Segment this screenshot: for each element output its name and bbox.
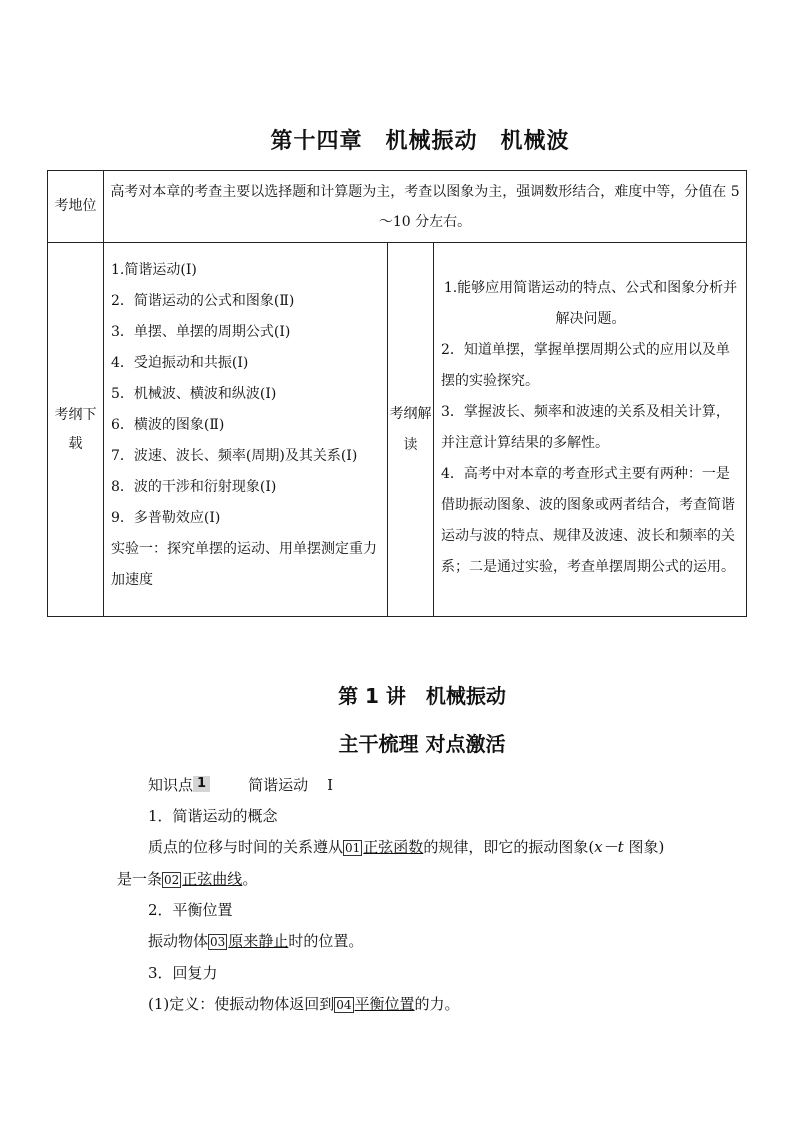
interpretation-item: 4．高考中对本章的考查形式主要有两种：一是借助振动图象、波的图象或两者结合，考查简谐运动与波的特点、规律及波速、波长和频率的关系；二是通过实验，考查单摆周期公式的运用。 bbox=[441, 465, 735, 575]
blank-number: 02 bbox=[164, 873, 180, 887]
syllabus-list bbox=[104, 243, 388, 617]
answer-blank: 原来静止 bbox=[228, 932, 289, 950]
lecture-title: 第 1 讲 机械振动 bbox=[338, 684, 506, 708]
overview-table bbox=[47, 170, 747, 617]
equilibrium-heading: 2．平衡位置 bbox=[148, 901, 233, 919]
knowledge-point-prefix: 知识点 bbox=[148, 776, 194, 794]
concept-text: 图象) bbox=[623, 838, 665, 856]
knowledge-point-level: Ⅰ bbox=[327, 776, 334, 794]
chapter-title: 第十四章 机械振动 机械波 bbox=[270, 129, 570, 154]
blank-number: 03 bbox=[210, 935, 226, 949]
equilibrium-text-part: 时的位置。 bbox=[288, 932, 364, 950]
syllabus-item: 5．机械波、横波和纵波(Ⅰ) bbox=[111, 386, 277, 402]
exam-position-label: 考地位 bbox=[48, 171, 104, 243]
syllabus-item: 4．受迫振动和共振(Ⅰ) bbox=[111, 355, 249, 371]
restoring-text bbox=[148, 993, 460, 1014]
concept-heading: 1．简谐运动的概念 bbox=[148, 807, 278, 825]
concept-text: 质点的位移与时间的关系遵从 bbox=[148, 838, 344, 856]
restoring-heading: 3．回复力 bbox=[148, 964, 218, 982]
section-title: 主干梳理 对点激活 bbox=[338, 732, 506, 756]
interpretation-item: 1.能够应用简谐运动的特点、公式和图象分析并解决问题。 bbox=[443, 279, 738, 327]
answer-blank: 正弦函数 bbox=[363, 838, 424, 856]
syllabus-item: 7．波速、波长、频率(周期)及其关系(Ⅰ) bbox=[111, 448, 358, 464]
exam-position-text: 高考对本章的考查主要以选择题和计算题为主，考查以图象为主，强调数形结合，难度中等，分值在 5～10 分左右。 bbox=[104, 171, 747, 243]
formula: x－t bbox=[594, 838, 624, 856]
interpretation-item: 3．掌握波长、频率和波速的关系及相关计算，并注意计算结果的多解性。 bbox=[441, 403, 730, 451]
concept-text: 是一条 bbox=[117, 870, 163, 888]
syllabus-row bbox=[48, 243, 747, 617]
blank-number: 01 bbox=[345, 841, 361, 855]
concept-text: 的规律，即它的振动图象( bbox=[423, 838, 595, 856]
concept-text-line-2 bbox=[117, 868, 257, 889]
blank-number: 04 bbox=[336, 998, 352, 1012]
syllabus-item: 6．横波的图象(Ⅱ) bbox=[111, 417, 225, 433]
interpretation-list bbox=[434, 243, 747, 617]
interpretation-label: 考纲解读 bbox=[388, 243, 434, 617]
interpretation-item: 2．知道单摆，掌握单摆周期公式的应用以及单摆的实验探究。 bbox=[441, 341, 730, 389]
syllabus-item: 实验一：探究单摆的运动、用单摆测定重力加速度 bbox=[111, 541, 377, 588]
restoring-text-part: (1)定义：使振动物体返回到 bbox=[148, 995, 335, 1013]
equilibrium-text bbox=[148, 930, 363, 951]
answer-blank: 正弦曲线 bbox=[182, 870, 243, 888]
knowledge-point-name: 简谐运动 bbox=[248, 776, 309, 794]
concept-text-line-1 bbox=[148, 836, 664, 857]
syllabus-item: 8．波的干涉和衍射现象(Ⅰ) bbox=[111, 479, 277, 495]
syllabus-label: 考纲下载 bbox=[48, 243, 104, 617]
syllabus-item: 1.简谐运动(Ⅰ) bbox=[111, 262, 197, 278]
restoring-text-part: 的力。 bbox=[414, 995, 460, 1013]
knowledge-point-header bbox=[148, 774, 333, 795]
knowledge-point-badge: 1 bbox=[193, 776, 210, 792]
syllabus-item: 3．单摆、单摆的周期公式(Ⅰ) bbox=[111, 324, 291, 340]
syllabus-item: 2．简谐运动的公式和图象(Ⅱ) bbox=[111, 293, 295, 309]
equilibrium-text-part: 振动物体 bbox=[148, 932, 209, 950]
answer-blank: 平衡位置 bbox=[354, 995, 415, 1013]
exam-position-row bbox=[48, 171, 747, 243]
concept-text: 。 bbox=[242, 870, 258, 888]
syllabus-item: 9．多普勒效应(Ⅰ) bbox=[111, 510, 221, 526]
